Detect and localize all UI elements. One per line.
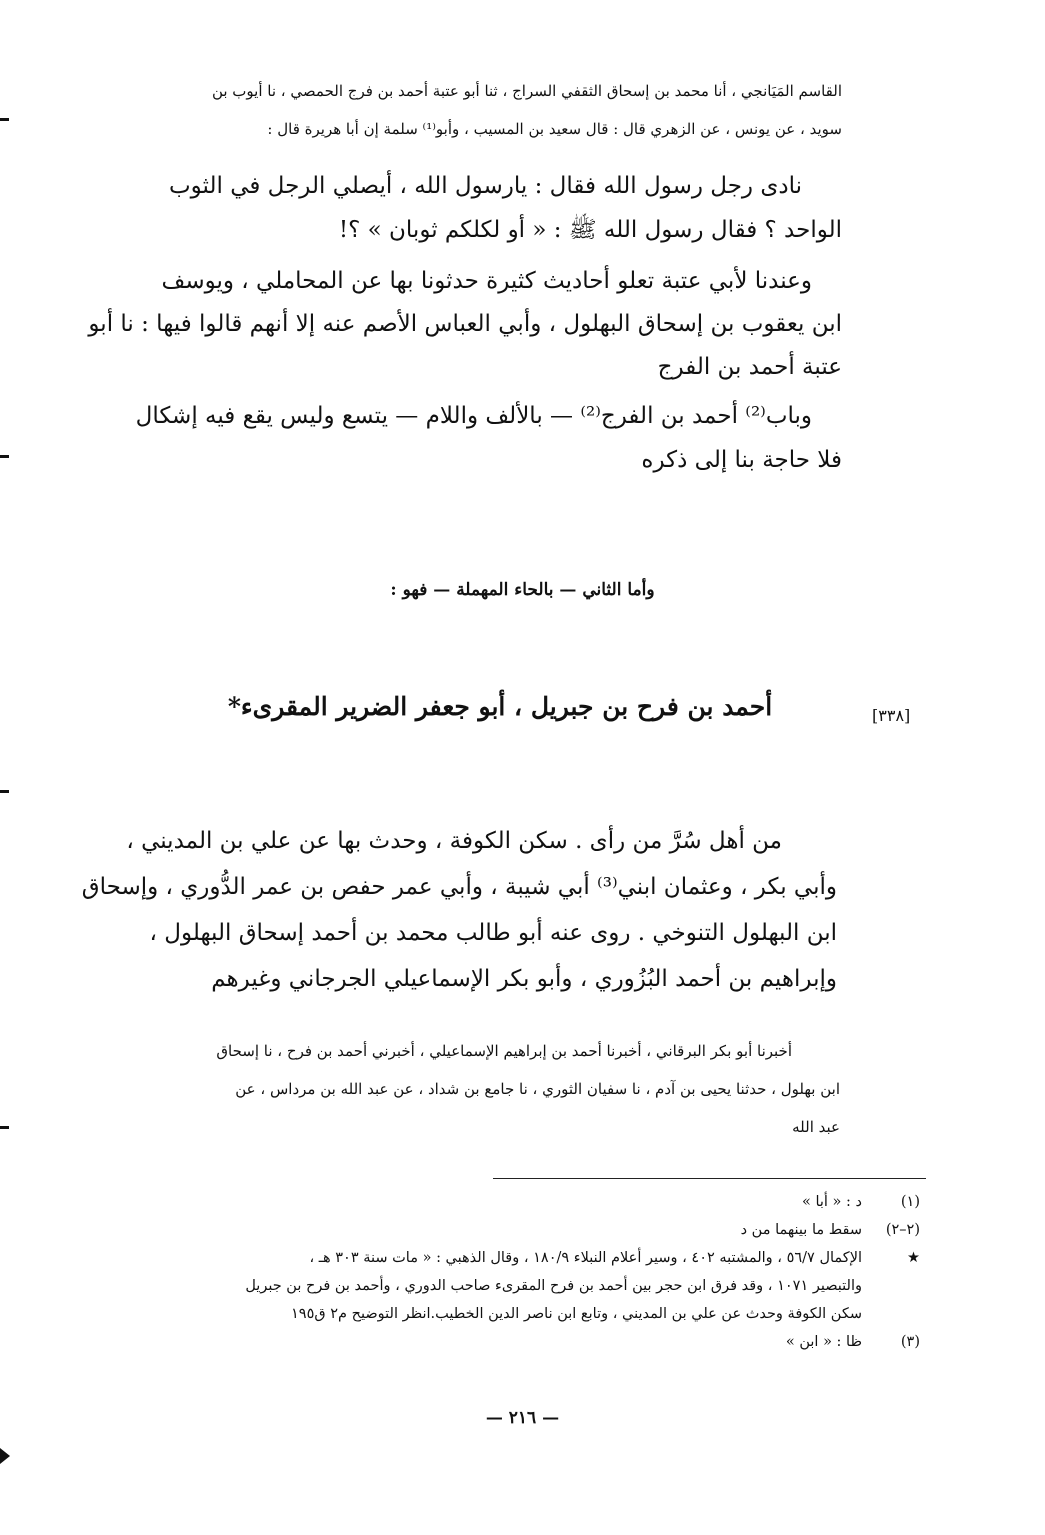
footnotes [120, 1188, 920, 1356]
isnad-bottom [128, 1032, 840, 1146]
footnote-continuation: سكن الكوفة وحدث عن علي بن المديني ، وتابع ابن ناصر الدين الخطيب.انظر التوضيح م٢ ق١٩٥ [291, 1306, 862, 1322]
paragraph-line: ابن يعقوب بن إسحاق البهلول ، وأبي العباس الأصم عنه إلا أنهم قالوا فيها : نا أبو [88, 311, 842, 337]
footnote-mark: ★ [907, 1250, 920, 1266]
paragraph-line: وعندنا لأبي عتبة تعلو أحاديث كثيرة حدثونا بها عن المحاملي ، ويوسف [161, 268, 812, 294]
footnote-mark: (٣) [900, 1334, 920, 1350]
footnote-1 [120, 1188, 920, 1216]
entry-number: [٣٣٨] [872, 706, 911, 725]
isnad-line: القاسم المَيَانجي ، أنا محمد بن إسحاق الثقفي السراج ، ثنا أبو عتبة أحمد بن فرج الحمصي ، نا أيوب بن [211, 82, 842, 100]
paragraph-bab [130, 394, 842, 482]
paragraph-abu-utba [88, 260, 842, 389]
margin-tick [0, 1126, 9, 1129]
bio-line: وإبراهيم بن أحمد البُزُوري ، وأبو بكر الإسماعيلي الجرجاني وغيرهم [211, 966, 837, 992]
hadith-text [120, 164, 842, 252]
footnote-text: الإكمال ٥٦/٧ ، والمشتبه ٤٠٢ ، وسير أعلام النبلاء ١٨٠/٩ ، وقال الذهبي : « مات سنة ٣٠٣ هـ ، [309, 1250, 862, 1266]
footnote-2 [120, 1216, 920, 1244]
footnote-text: ظا : « ابن » [785, 1334, 862, 1350]
margin-tick [0, 455, 9, 458]
margin-arrow [0, 1448, 10, 1464]
footnote-mark: (١) [900, 1194, 920, 1210]
footnote-mark: (٢–٢) [885, 1222, 920, 1238]
isnad-line: عبد الله [792, 1118, 840, 1136]
isnad-line: سويد ، عن يونس ، عن الزهري قال : قال سعيد بن المسيب ، وأبو⁽¹⁾ سلمة إن أبا هريرة قال : [267, 120, 842, 138]
hadith-line: الواحد ؟ فقال رسول الله ﷺ : « أو لكلكم ثوبان » ؟! [338, 217, 842, 243]
footnote-star [120, 1244, 920, 1272]
footnote-3 [120, 1328, 920, 1356]
hadith-line: نادى رجل رسول الله فقال : يارسول الله ، أيصلي الرجل في الثوب [169, 173, 802, 199]
footnote-text: د : « أبا » [801, 1194, 862, 1210]
footnote-continuation: والتبصير ١٠٧١ ، وقد فرق ابن حجر بين أحمد بن فرح المقرىء صاحب الدوري ، وأحمد بن فرح بن جبريل [245, 1278, 862, 1294]
bio-line: ابن البهلول التنوخي . روى عنه أبو طالب محمد بن أحمد إسحاق البهلول ، [149, 920, 837, 946]
page-number: — ٢١٦ — [485, 1408, 560, 1428]
footnote-text: سقط ما بينهما من د [740, 1222, 862, 1238]
section-heading: وأما الثاني — بالحاء المهملة — فهو : [390, 580, 655, 600]
bio-line: من أهل سُرَّ من رأى . سكن الكوفة ، وحدث بها عن علي بن المديني ، [126, 828, 782, 854]
biography-text [81, 818, 837, 1002]
isnad-line: أخبرنا أبو بكر البرقاني ، أخبرنا أحمد بن إبراهيم الإسماعيلي ، أخبرني أحمد بن فرح ، نا إسحاق [216, 1042, 792, 1060]
paragraph-line: عتبة أحمد بن الفرج [657, 354, 842, 380]
isnad-line: ابن بهلول ، حدثنا يحيى بن آدم ، نا سفيان الثوري ، نا جامع بن شداد ، عن عبد الله بن مرداس ، عن [235, 1080, 840, 1098]
margin-tick [0, 118, 9, 121]
bio-line: وأبي بكر ، وعثمان ابني⁽³⁾ أبي شيبة ، وأبي عمر حفص بن عمر الدُّوري ، وإسحاق [81, 874, 837, 900]
footnote-divider [493, 1178, 926, 1179]
margin-tick [0, 790, 9, 793]
paragraph-line: فلا حاجة بنا إلى ذكره [641, 447, 842, 473]
paragraph-line: وباب⁽²⁾ أحمد بن الفرج⁽²⁾ — بالألف واللام — يتسع وليس يقع فيه إشكال [135, 403, 812, 429]
entry-title: أحمد بن فرح بن جبريل ، أبو جعفر الضرير المقرىء* [227, 692, 773, 721]
isnad-top [120, 72, 842, 148]
